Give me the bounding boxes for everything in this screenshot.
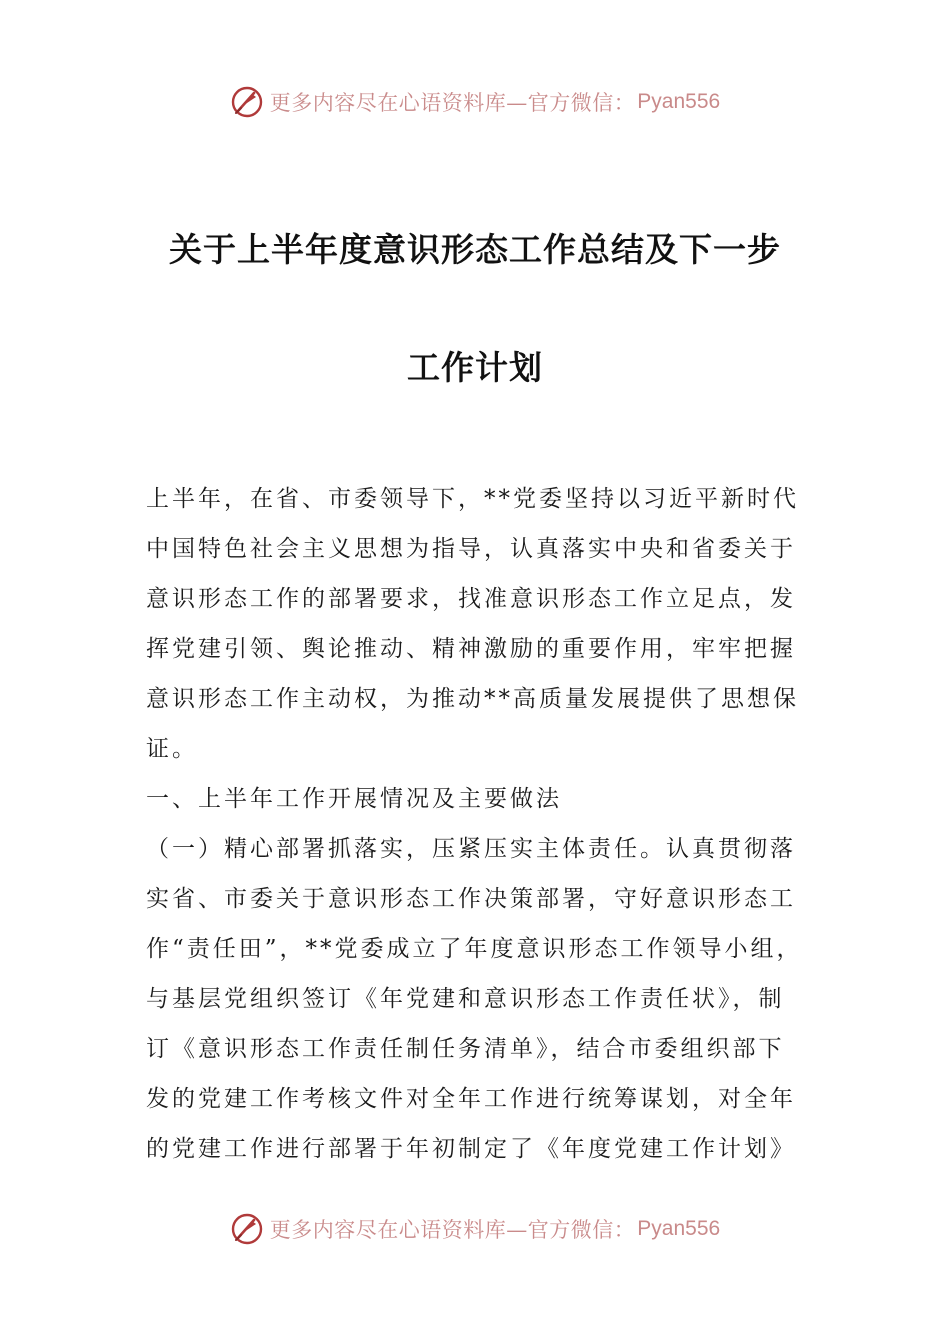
body-line: 订《意识形态工作责任制任务清单》，结合市委组织部下 <box>146 1036 785 1062</box>
document-body <box>146 474 814 1174</box>
body-line: 挥党建引领、舆论推动、精神激励的重要作用，牢牢把握 <box>146 636 796 662</box>
body-line: 上半年，在省、市委领导下，**党委坚持以习近平新时代 <box>146 486 799 512</box>
body-line: 中国特色社会主义思想为指导，认真落实中央和省委关于 <box>146 536 796 562</box>
body-line: 证。 <box>146 736 198 762</box>
watermark-id: Pyan556 <box>637 90 721 113</box>
watermark-text: 更多内容尽在心语资料库—官方微信： <box>269 1218 636 1242</box>
body-line: 发的党建工作考核文件对全年工作进行统筹谋划，对全年 <box>146 1086 796 1112</box>
footer-watermark <box>0 1207 950 1251</box>
quill-logo-icon <box>230 85 264 119</box>
body-line: 意识形态工作主动权，为推动**高质量发展提供了思想保 <box>146 686 799 712</box>
body-line: 作“责任田”，**党委成立了年度意识形态工作领导小组， <box>146 936 803 962</box>
quill-logo-icon <box>230 1212 264 1246</box>
body-line: 的党建工作进行部署于年初制定了《年度党建工作计划》 <box>146 1136 796 1162</box>
watermark-text: 更多内容尽在心语资料库—官方微信： <box>269 91 636 115</box>
section-heading: 一、上半年工作开展情况及主要做法 <box>146 786 562 812</box>
body-line: 实省、市委关于意识形态工作决策部署，守好意识形态工 <box>146 886 796 912</box>
body-line: （一）精心部署抓落实，压紧压实主体责任。认真贯彻落 <box>146 836 796 862</box>
body-line: 与基层党组织签订《年党建和意识形态工作责任状》，制 <box>146 986 785 1012</box>
header-watermark <box>0 80 950 124</box>
body-line: 意识形态工作的部署要求，找准意识形态工作立足点，发 <box>146 586 796 612</box>
document-title-line1: 关于上半年度意识形态工作总结及下一步 <box>169 230 781 269</box>
document-title-line2: 工作计划 <box>407 348 543 387</box>
watermark-id: Pyan556 <box>637 1217 721 1240</box>
